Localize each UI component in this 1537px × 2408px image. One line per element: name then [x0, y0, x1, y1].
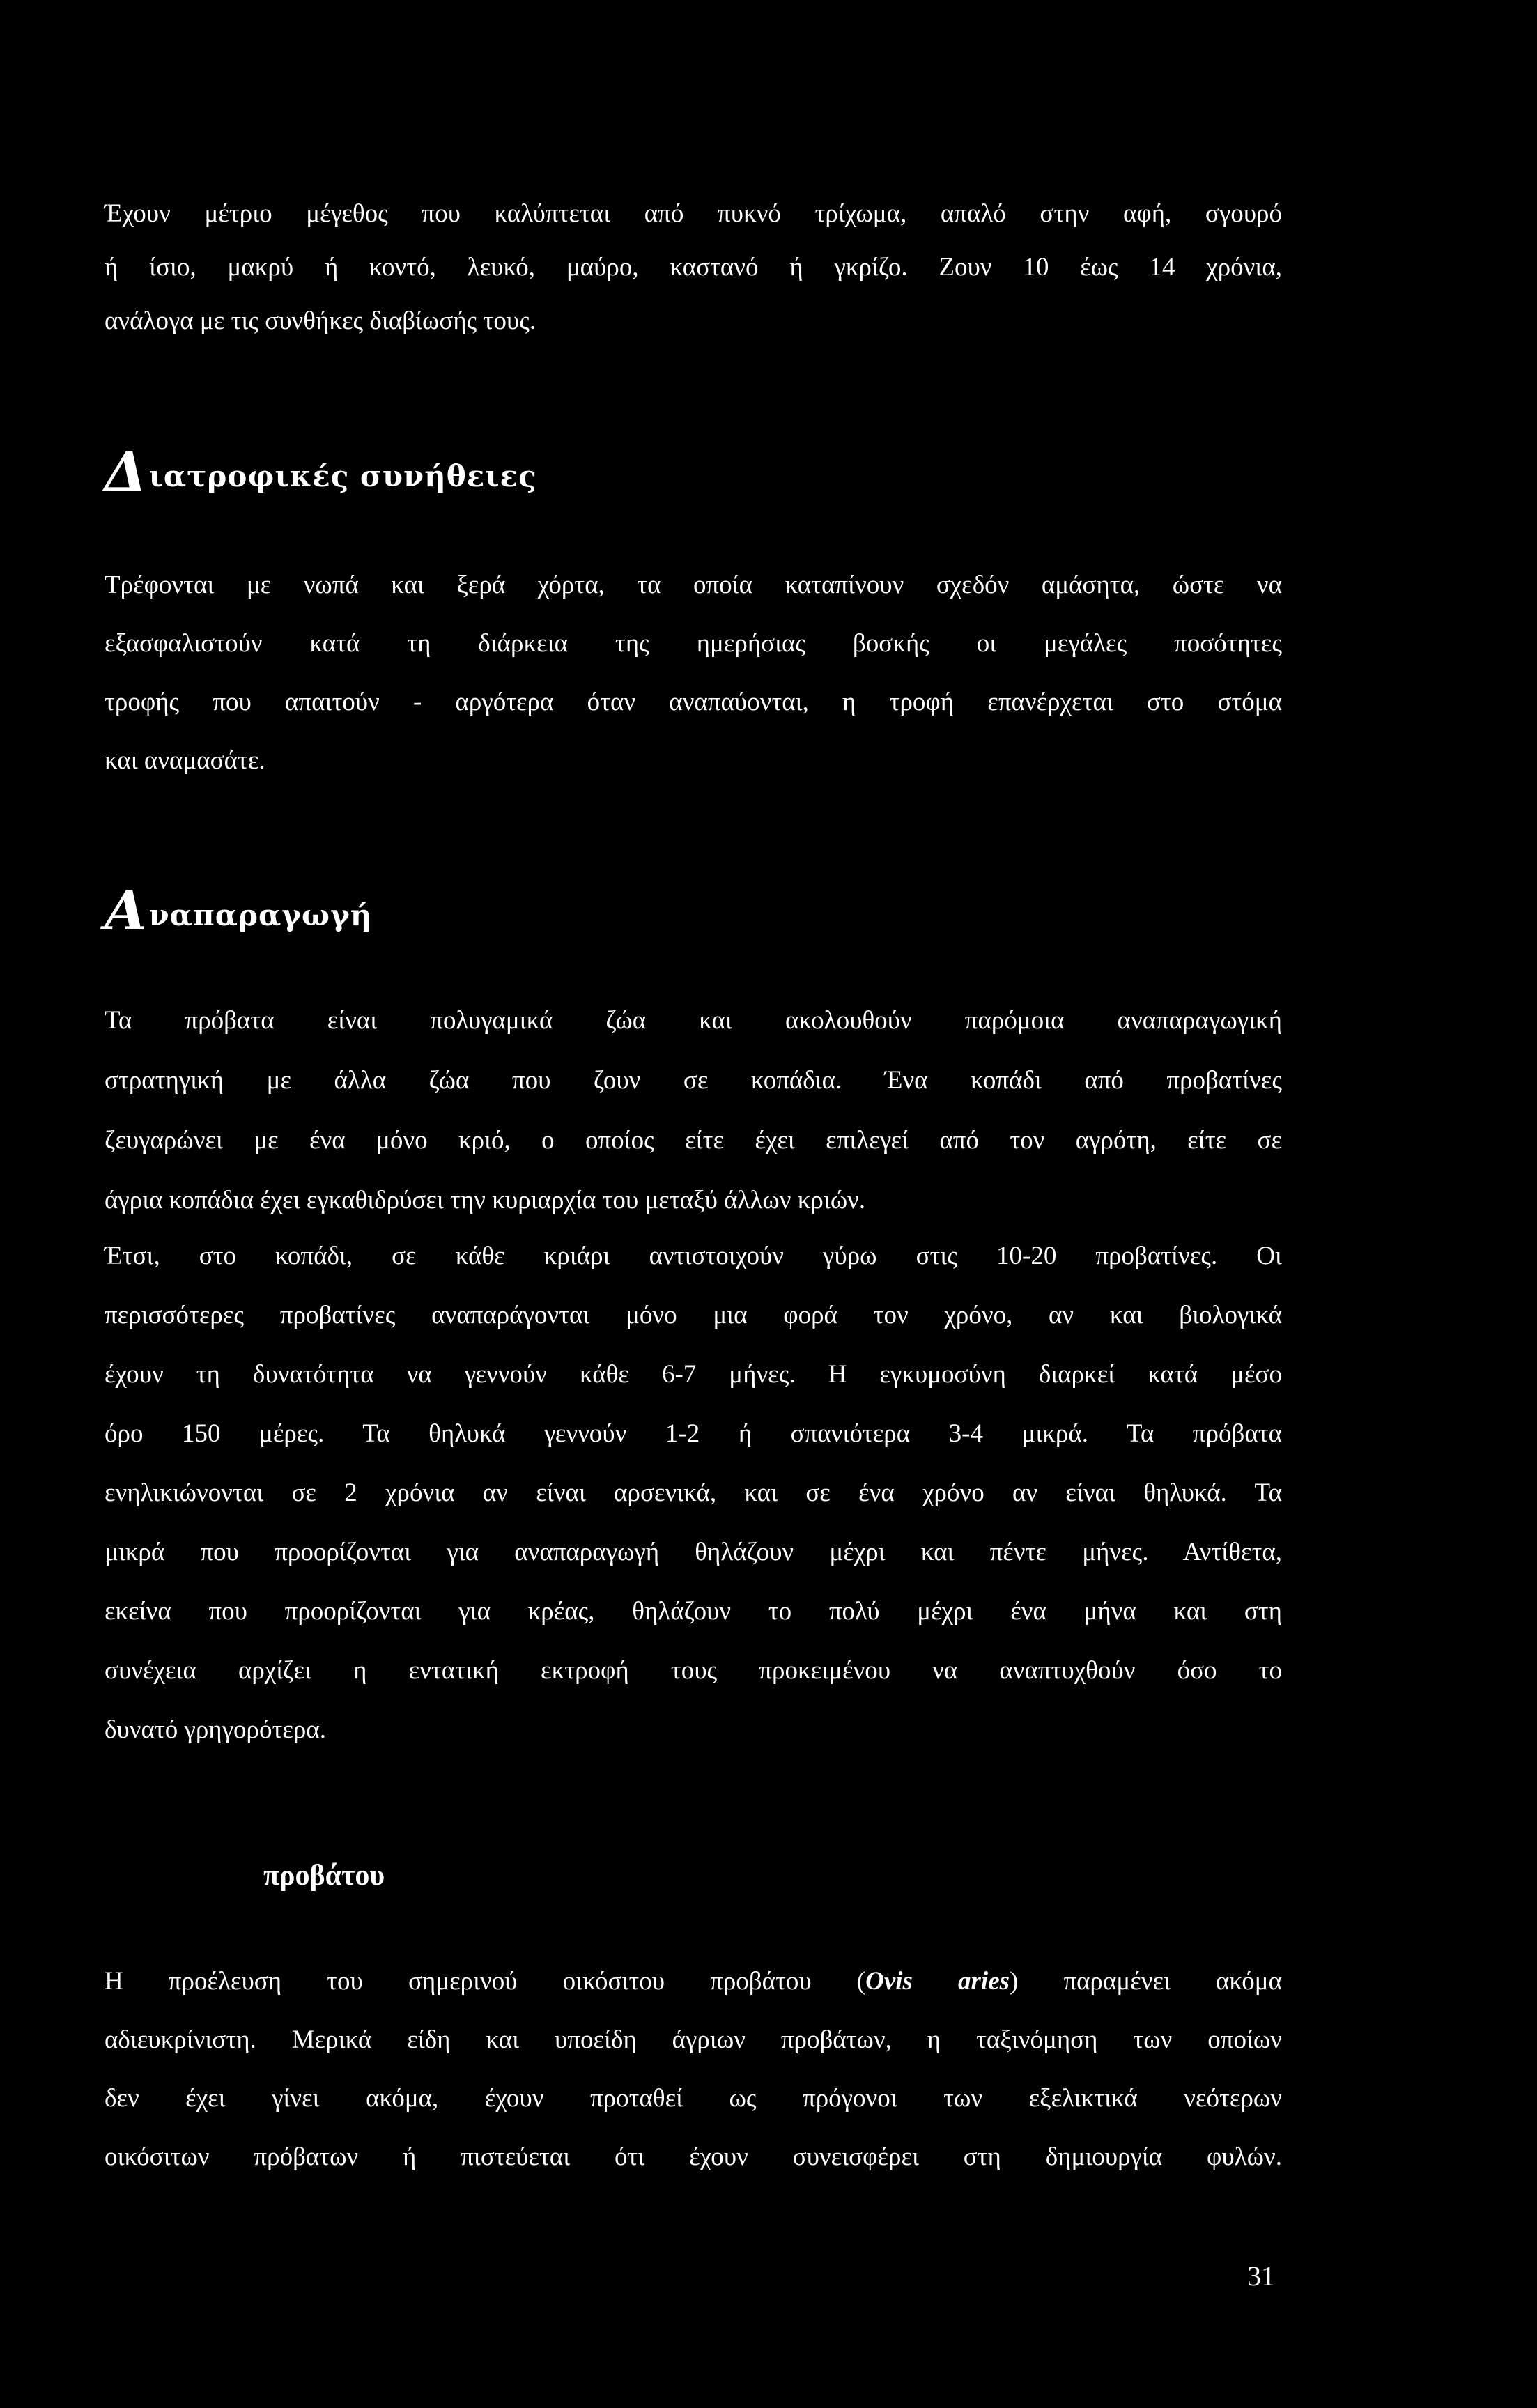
text-line: δεν έχει γίνει ακόμα, έχουν προταθεί ως πρόγονοι των εξελικτικά νεότερων [105, 2084, 1282, 2113]
text-line: ανάλογα με τις συνθήκες διαβίωσής τους. [105, 307, 536, 335]
text-line: άγρια κοπάδια έχει εγκαθιδρύσει την κυριαρχία του μεταξύ άλλων κριών. [105, 1186, 866, 1214]
heading-text: ιατροφικές συνήθειες [148, 459, 537, 493]
text-line: ζευγαρώνει με ένα μόνο κριό, ο οποίος είτε έχει επιλεγεί από τον αγρότη, είτε σε [105, 1126, 1282, 1155]
section-heading-reproduction [105, 879, 372, 943]
text-line: όρο 150 μέρες. Τα θηλυκά γεννούν 1-2 ή σπανιότερα 3-4 μικρά. Τα πρόβατα [105, 1419, 1282, 1448]
text-line: Τα πρόβατα είναι πολυγαμικά ζώα και ακολουθούν παρόμοια αναπαραγωγική [105, 1006, 1282, 1035]
text-line: εξασφαλιστούν κατά τη διάρκεια της ημερήσιας βοσκής οι μεγάλες ποσότητες [105, 629, 1282, 658]
section-heading-origin: προβάτου [263, 1860, 385, 1892]
text-line: δυνατό γρηγορότερα. [105, 1715, 326, 1744]
text-line: εκείνα που προορίζονται για κρέας, θηλάζουν το πολύ μέχρι ένα μήνα και στη [105, 1597, 1282, 1626]
reproduction-paragraph-1 [105, 991, 1282, 1230]
text-line: Τρέφονται με νωπά και ξερά χόρτα, τα οποία καταπίνουν σχεδόν αμάσητα, ώστε να [105, 571, 1282, 599]
intro-paragraph [105, 187, 1282, 348]
heading-text: ναπαραγωγή [148, 898, 373, 932]
text-line: έχουν τη δυνατότητα να γεννούν κάθε 6-7 μήνες. Η εγκυμοσύνη διαρκεί κατά μέσο [105, 1360, 1282, 1389]
origin-paragraph [105, 1952, 1282, 2186]
text-line: συνέχεια αρχίζει η εντατική εκτροφή τους προκειμένου να αναπτυχθούν όσο το [105, 1656, 1282, 1685]
diet-paragraph [105, 556, 1282, 790]
text-fragment: Η προέλευση του σημερινού οικόσιτου προβάτου ( [105, 1967, 866, 1996]
text-line: μικρά που προορίζονται για αναπαραγωγή θηλάζουν μέχρι και πέντε μήνες. Αντίθετα, [105, 1538, 1282, 1566]
text-line [105, 1952, 1282, 2011]
text-line: Έχουν μέτριο μέγεθος που καλύπτεται από πυκνό τρίχωμα, απαλό στην αφή, σγουρό [105, 199, 1282, 228]
heading-initial: Δ [105, 440, 148, 504]
text-line: οικόσιτων πρόβατων ή πιστεύεται ότι έχουν συνεισφέρει στη δημιουργία φυλών. [105, 2143, 1282, 2171]
text-line: ή ίσιο, μακρύ ή κοντό, λευκό, μαύρο, καστανό ή γκρίζο. Ζουν 10 έως 14 χρόνια, [105, 253, 1282, 281]
heading-initial: Α [105, 879, 148, 943]
page-number: 31 [1247, 2260, 1275, 2292]
text-line: και αναμασάτε. [105, 746, 265, 775]
text-line: στρατηγική με άλλα ζώα που ζουν σε κοπάδια. Ένα κοπάδι από προβατίνες [105, 1066, 1282, 1095]
reproduction-paragraph-2 [105, 1226, 1282, 1759]
text-line: τροφής που απαιτούν - αργότερα όταν αναπαύονται, η τροφή επανέρχεται στο στόμα [105, 688, 1282, 716]
text-fragment: ) παραμένει ακόμα [1010, 1967, 1282, 1996]
text-line: Έτσι, στο κοπάδι, σε κάθε κριάρι αντιστοιχούν γύρω στις 10-20 προβατίνες. Οι [105, 1242, 1282, 1270]
scientific-name: Ovis aries [865, 1967, 1010, 1996]
text-line: αδιευκρίνιστη. Μερικά είδη και υποείδη άγριων προβάτων, η ταξινόμηση των οποίων [105, 2025, 1282, 2054]
text-line: ενηλικιώνονται σε 2 χρόνια αν είναι αρσενικά, και σε ένα χρόνο αν είναι θηλυκά. Τα [105, 1479, 1282, 1507]
text-line: περισσότερες προβατίνες αναπαράγονται μόνο μια φορά τον χρόνο, αν και βιολογικά [105, 1301, 1282, 1329]
section-heading-diet [105, 440, 537, 504]
